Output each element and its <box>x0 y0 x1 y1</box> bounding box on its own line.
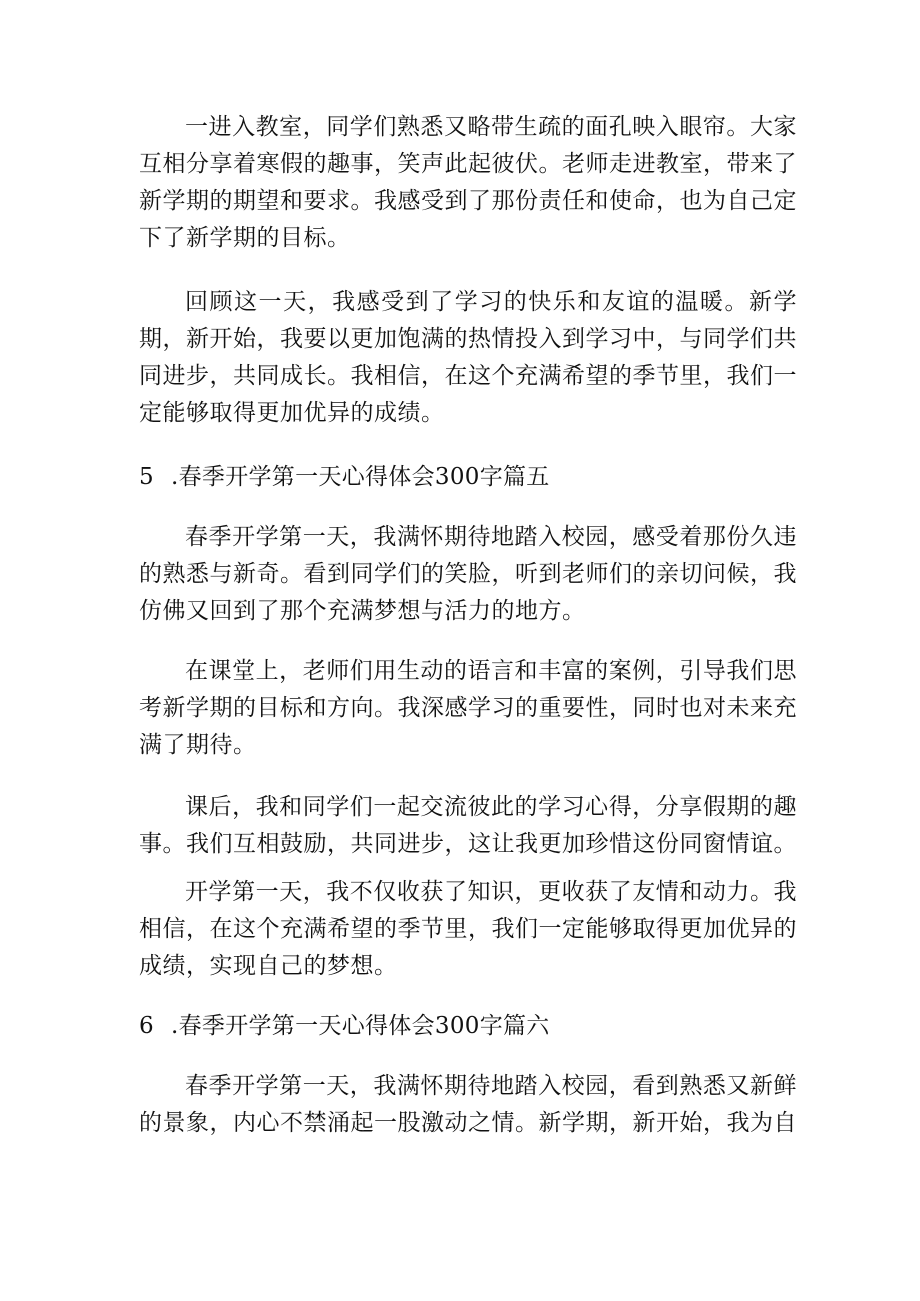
paragraph: 课后，我和同学们一起交流彼此的学习心得，分享假期的趣事。我们互相鼓励，共同进步，这让我更加珍惜这份同窗情谊。 <box>139 794 797 857</box>
paragraph: 在课堂上，老师们用生动的语言和丰富的案例，引导我们思考新学期的目标和方向。我深感学习的重要性，同时也对未来充满了期待。 <box>139 658 797 758</box>
section-number: 6 <box>139 1013 154 1039</box>
paragraph: 春季开学第一天，我满怀期待地踏入校园，感受着那份久违的熟悉与新奇。看到同学们的笑脸，听到老师们的亲切问候，我仿佛又回到了那个充满梦想与活力的地方。 <box>139 524 797 624</box>
section-number: 5 <box>139 464 154 490</box>
paragraph: 回顾这一天，我感受到了学习的快乐和友谊的温暖。新学期，新开始，我要以更加饱满的热情投入到学习中，与同学们共同进步，共同成长。我相信，在这个充满希望的季节里，我们一定能够取得更加优异的成绩。 <box>139 289 797 426</box>
section-heading-6 <box>139 1008 797 1045</box>
section-heading-5 <box>139 459 797 496</box>
paragraph: 开学第一天，我不仅收获了知识，更收获了友情和动力。我相信，在这个充满希望的季节里，我们一定能够取得更加优异的成绩，实现自己的梦想。 <box>139 879 797 979</box>
section-title: .春季开学第一天心得体会300字篇六 <box>171 1013 550 1039</box>
paragraph: 春季开学第一天，我满怀期待地踏入校园，看到熟悉又新鲜的景象，内心不禁涌起一股激动之情。新学期，新开始，我为自 <box>139 1073 797 1136</box>
paragraph: 一进入教室，同学们熟悉又略带生疏的面孔映入眼帘。大家互相分享着寒假的趣事，笑声此起彼伏。老师走进教室，带来了新学期的期望和要求。我感受到了那份责任和使命，也为自己定下了新学期的目标。 <box>139 114 797 251</box>
section-title: .春季开学第一天心得体会300字篇五 <box>171 464 550 490</box>
